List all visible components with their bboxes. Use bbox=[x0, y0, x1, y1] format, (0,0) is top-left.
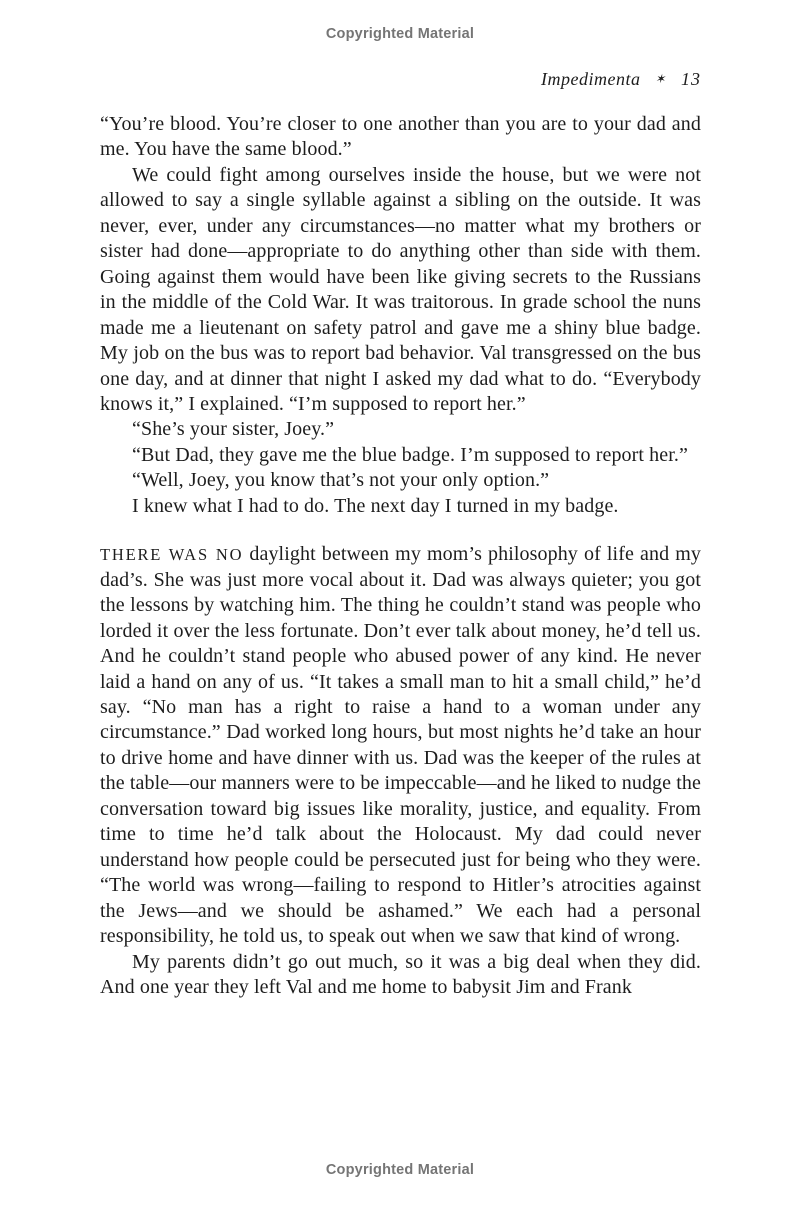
paragraph: I knew what I had to do. The next day I turned in my badge. bbox=[132, 494, 619, 517]
paragraph: My parents didn’t go out much, so it was a big deal when they did. And one year they left Val and me home to babysit Jim and Frank bbox=[100, 950, 701, 998]
copyright-notice-top: Copyrighted Material bbox=[325, 26, 475, 42]
paragraph: “But Dad, they gave me the blue badge. I’m supposed to report her.” bbox=[132, 443, 688, 466]
star-separator-icon: ✶ bbox=[653, 71, 668, 86]
running-header bbox=[100, 69, 701, 90]
paragraph: We could fight among ourselves inside the house, but we were not allowed to say a single syllable against a sibling on the outside. It was never, ever, under any circumstances—no matter what my brothers or sister had done—appropriate to do anything other than side with them. Going against them would have been like giving secrets to the Russians in the middle of the Cold War. It was traitorous. In grade school the nuns made me a lieutenant on safety patrol and gave me a shiny blue badge. My job on the bus was to report bad behavior. Val transgressed on the bus one day, and at dinner that night I asked my dad what to do. “Everybody knows it,” I explained. “I’m supposed to report her.” bbox=[100, 163, 701, 415]
paragraph: THERE WAS NO daylight between my mom’s philosophy of life and my dad’s. She was just more vocal about it. Dad was always quieter; you got the lessons by watching him. The thing he couldn’t stand was people who lorded it over the less fortunate. Don’t ever talk about money, he’d tell us. And he couldn’t stand people who abused power of any kind. He never laid a hand on any of us. “It takes a small man to hit a small child,” he’d say. “No man has a right to raise a hand to a woman under any circumstance.” Dad worked long hours, but most nights he’d take an hour to drive home and have dinner with us. Dad was the keeper of the rules at the table—our manners were to be impeccable—and he liked to nudge the conversation toward big issues like morality, justice, and equality. From time to time he’d talk about the Holocaust. My dad could never understand how people could be persecuted just for being who they were. “The world was wrong—failing to respond to Hitler’s atrocities against the Jews—and we should be ashamed.” We each had a personal responsibility, he told us, to speak out when we saw that kind of wrong. bbox=[100, 543, 701, 948]
page-number: 13 bbox=[681, 69, 701, 89]
copyright-notice-bottom: Copyrighted Material bbox=[325, 1162, 475, 1178]
text-section bbox=[100, 542, 701, 1000]
paragraph: “Well, Joey, you know that’s not your only option.” bbox=[132, 469, 550, 492]
paragraph: “She’s your sister, Joey.” bbox=[132, 418, 335, 441]
page-body-text bbox=[100, 112, 701, 1000]
text-section bbox=[100, 112, 701, 519]
paragraph: “You’re blood. You’re closer to one another than you are to your dad and me. You have the same blood.” bbox=[100, 113, 701, 161]
small-caps-lead: THERE WAS NO bbox=[100, 545, 244, 565]
chapter-title: Impedimenta bbox=[541, 69, 641, 89]
